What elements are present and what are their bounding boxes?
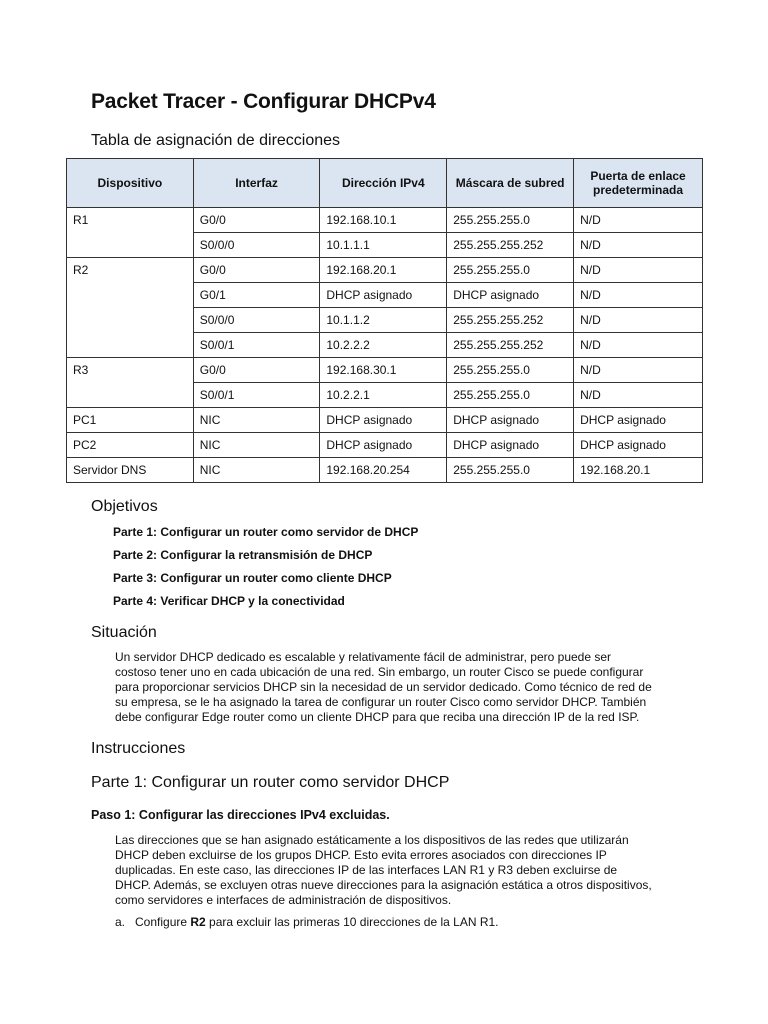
cell-device: R2 — [67, 258, 194, 283]
cell-device — [67, 383, 194, 408]
address-table — [66, 158, 703, 483]
cell-gateway: N/D — [574, 258, 703, 283]
table-heading: Tabla de asignación de direcciones — [91, 132, 341, 149]
table-row — [67, 433, 703, 458]
header-interface: Interfaz — [193, 159, 320, 208]
cell-ipv4: 192.168.30.1 — [320, 358, 447, 383]
cell-interface: G0/0 — [193, 208, 320, 233]
table-header-row — [67, 159, 703, 208]
cell-interface: S0/0/0 — [193, 308, 320, 333]
cell-gateway: DHCP asignado — [574, 408, 703, 433]
table-row — [67, 283, 703, 308]
table-row — [67, 208, 703, 233]
cell-device — [67, 333, 194, 358]
cell-ipv4: 10.1.1.2 — [320, 308, 447, 333]
objective-item: Parte 2: Configurar la retransmisión de DHCP — [113, 548, 373, 562]
table-row — [67, 458, 703, 483]
paragraph-line: debe configurar Edge router como un cliente DHCP para que reciba una dirección IP de la red ISP. — [115, 710, 640, 724]
cell-ipv4: 192.168.20.254 — [320, 458, 447, 483]
paragraph-line: como servidores e interfaces de administración de dispositivos. — [115, 893, 452, 907]
table-row — [67, 408, 703, 433]
cell-ipv4: 192.168.20.1 — [320, 258, 447, 283]
cell-ipv4: DHCP asignado — [320, 408, 447, 433]
cell-gateway: N/D — [574, 283, 703, 308]
cell-ipv4: 10.2.2.1 — [320, 383, 447, 408]
objective-item: Parte 1: Configurar un router como servidor de DHCP — [113, 525, 419, 539]
instruction-item-a — [115, 915, 499, 929]
header-device: Dispositivo — [67, 159, 194, 208]
cell-interface: NIC — [193, 458, 320, 483]
cell-subnet-mask: 255.255.255.252 — [447, 308, 574, 333]
cell-ipv4: DHCP asignado — [320, 433, 447, 458]
cell-gateway: DHCP asignado — [574, 433, 703, 458]
table-row — [67, 308, 703, 333]
cell-device — [67, 283, 194, 308]
document-title: Packet Tracer - Configurar DHCPv4 — [91, 90, 436, 113]
cell-subnet-mask: 255.255.255.0 — [447, 258, 574, 283]
cell-device: PC1 — [67, 408, 194, 433]
header-ipv4: Dirección IPv4 — [320, 159, 447, 208]
step1-paragraph — [115, 833, 685, 908]
cell-device: PC2 — [67, 433, 194, 458]
table-row — [67, 258, 703, 283]
cell-interface: NIC — [193, 408, 320, 433]
part1-heading: Parte 1: Configurar un router como servidor DHCP — [91, 774, 450, 791]
situation-heading: Situación — [91, 624, 157, 641]
header-subnet-mask: Máscara de subred — [447, 159, 574, 208]
cell-subnet-mask: 255.255.255.252 — [447, 233, 574, 258]
cell-device: R3 — [67, 358, 194, 383]
paragraph-line: Un servidor DHCP dedicado es escalable y relativamente fácil de administrar, pero puede ser — [115, 650, 612, 664]
cell-subnet-mask: 255.255.255.0 — [447, 358, 574, 383]
cell-subnet-mask: 255.255.255.252 — [447, 333, 574, 358]
item-text-suffix: para excluir las primeras 10 direcciones de la LAN R1. — [205, 915, 499, 929]
cell-gateway: N/D — [574, 208, 703, 233]
cell-gateway: N/D — [574, 308, 703, 333]
table-body — [67, 208, 703, 483]
cell-gateway: N/D — [574, 383, 703, 408]
objective-item: Parte 3: Configurar un router como cliente DHCP — [113, 571, 392, 585]
cell-subnet-mask: DHCP asignado — [447, 433, 574, 458]
objectives-list — [113, 522, 418, 614]
cell-subnet-mask: DHCP asignado — [447, 283, 574, 308]
paragraph-line: costoso tener uno en cada ubicación de una red. Sin embargo, un router Cisco se puede configurar — [115, 665, 644, 679]
instructions-heading: Instrucciones — [91, 740, 186, 757]
item-text-prefix: Configure — [135, 915, 191, 929]
cell-interface: S0/0/0 — [193, 233, 320, 258]
cell-subnet-mask: 255.255.255.0 — [447, 383, 574, 408]
list-marker: a. — [115, 915, 126, 929]
cell-ipv4: 10.2.2.2 — [320, 333, 447, 358]
cell-interface: S0/0/1 — [193, 333, 320, 358]
objectives-heading: Objetivos — [91, 498, 158, 515]
paragraph-line: Las direcciones que se han asignado estáticamente a los dispositivos de las redes que utilizarán — [115, 833, 629, 847]
paragraph-line: DHCP deben excluirse de los grupos DHCP. Esto evita errores asociados con direcciones IP — [115, 848, 607, 862]
cell-ipv4: 10.1.1.1 — [320, 233, 447, 258]
cell-interface: G0/0 — [193, 258, 320, 283]
cell-subnet-mask: 255.255.255.0 — [447, 458, 574, 483]
cell-subnet-mask: DHCP asignado — [447, 408, 574, 433]
cell-interface: G0/0 — [193, 358, 320, 383]
cell-gateway: N/D — [574, 333, 703, 358]
item-text-bold: R2 — [190, 915, 206, 929]
situation-paragraph — [115, 650, 685, 725]
paragraph-line: duplicadas. En este caso, las direcciones IP de las interfaces LAN R1 y R3 deben excluirse de — [115, 863, 618, 877]
paragraph-line: para proporcionar servicios DHCP sin la necesidad de un servidor dedicado. Como técnico de red de — [115, 680, 652, 694]
cell-subnet-mask: 255.255.255.0 — [447, 208, 574, 233]
cell-device — [67, 308, 194, 333]
step1-heading: Paso 1: Configurar las direcciones IPv4 excluidas. — [91, 808, 390, 822]
table-row — [67, 358, 703, 383]
cell-interface: S0/0/1 — [193, 383, 320, 408]
table-row — [67, 333, 703, 358]
cell-ipv4: 192.168.10.1 — [320, 208, 447, 233]
table-row — [67, 233, 703, 258]
cell-ipv4: DHCP asignado — [320, 283, 447, 308]
cell-gateway: 192.168.20.1 — [574, 458, 703, 483]
paragraph-line: DHCP. Además, se excluyen otras nueve direcciones para la asignación estática a otros dispositivos, — [115, 878, 652, 892]
cell-gateway: N/D — [574, 358, 703, 383]
paragraph-line: su empresa, se le ha asignado la tarea de configurar un router Cisco como servidor DHCP. También — [115, 695, 647, 709]
cell-device: R1 — [67, 208, 194, 233]
table-row — [67, 383, 703, 408]
cell-device: Servidor DNS — [67, 458, 194, 483]
cell-interface: NIC — [193, 433, 320, 458]
cell-interface: G0/1 — [193, 283, 320, 308]
cell-device — [67, 233, 194, 258]
objective-item: Parte 4: Verificar DHCP y la conectividad — [113, 594, 345, 608]
header-default-gateway: Puerta de enlace predeterminada — [574, 159, 703, 208]
cell-gateway: N/D — [574, 233, 703, 258]
